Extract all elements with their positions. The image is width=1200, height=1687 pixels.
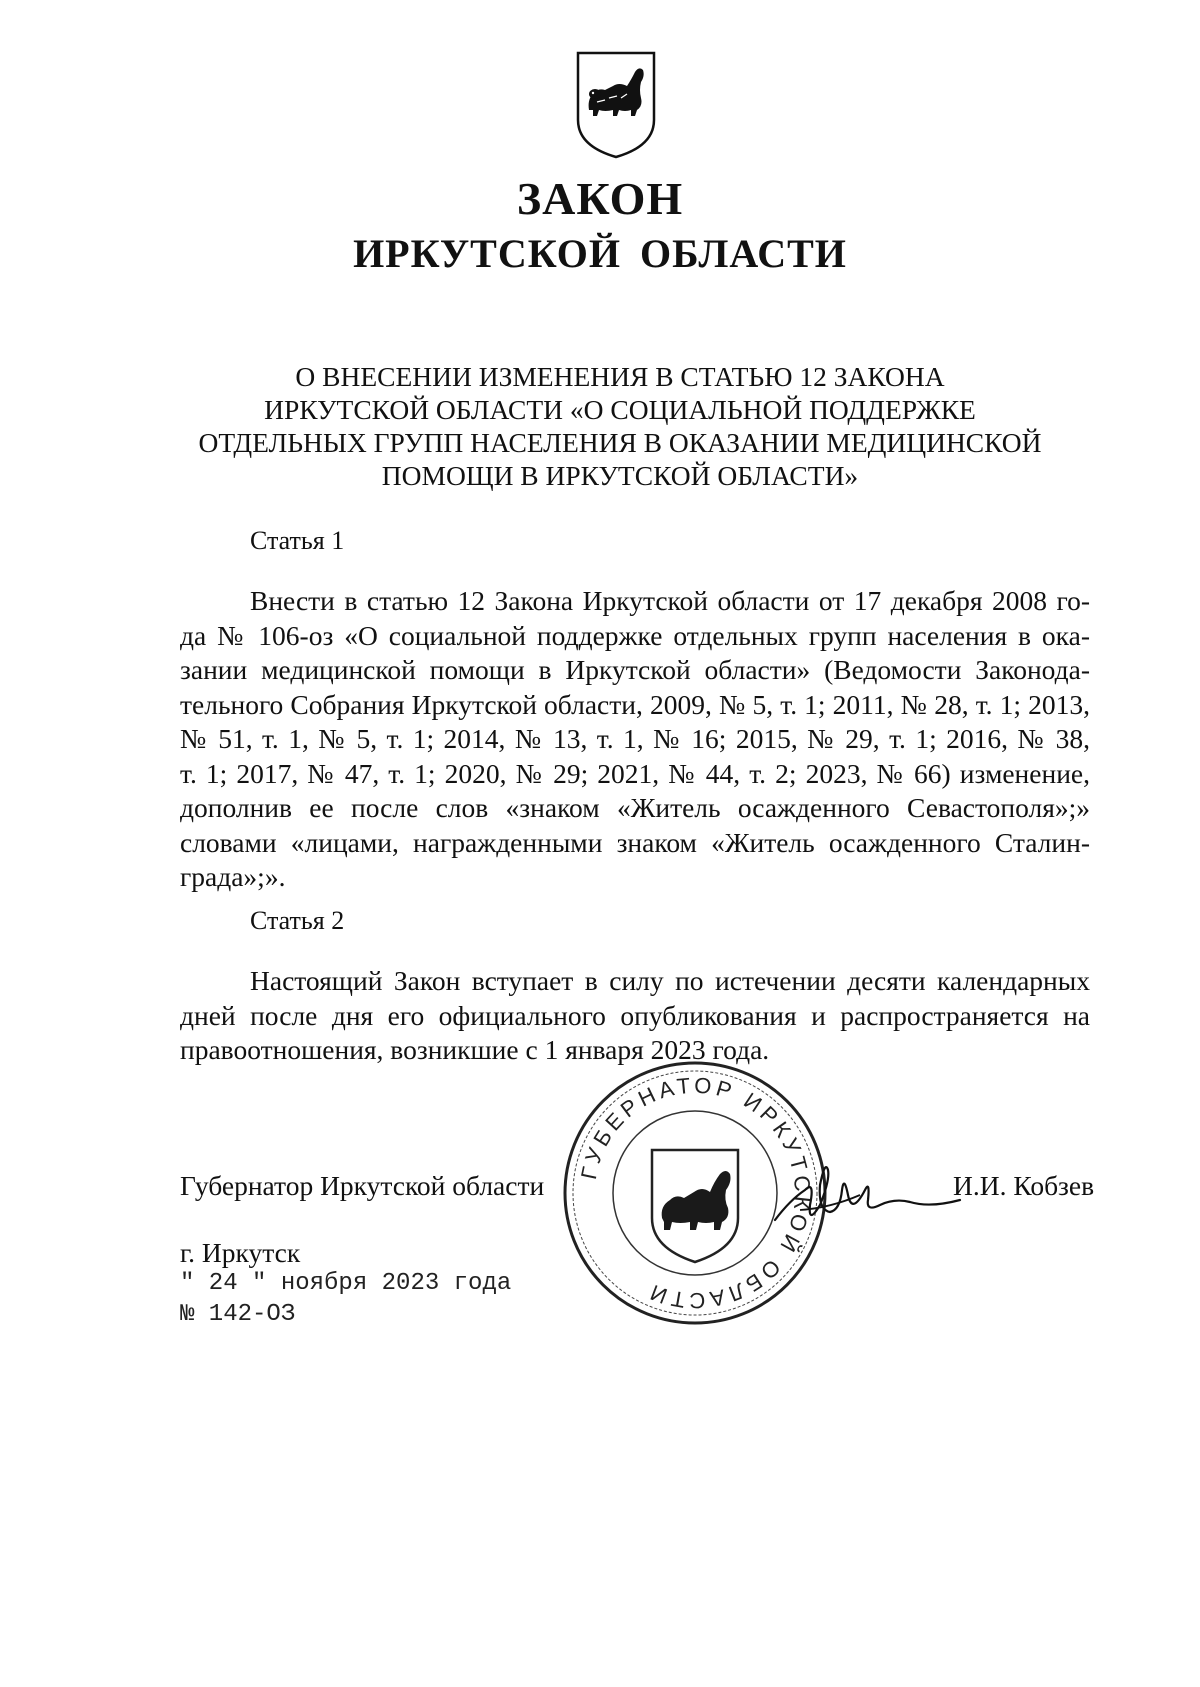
law-subject: [170, 360, 1070, 492]
text-line: дополнив ее после слов «знаком «Житель осажденного Севастополя»;»: [180, 792, 1090, 823]
text-line: тельного Собрания Иркутской области, 2009, № 5, т. 1; 2011, № 28, т. 1; 2013,: [180, 688, 1090, 720]
signatory-position: Губернатор Иркутской области: [180, 1170, 545, 1201]
irkutsk-coat-of-arms-icon: [575, 50, 657, 160]
article-1-heading: Статья 1: [250, 526, 345, 555]
text-line: дней после дня его официального опубликования и распространяется на: [180, 999, 1090, 1031]
law-number: № 142-ОЗ: [180, 1301, 296, 1328]
text-line: словами «лицами, награжденными знаком «Житель осажденного Сталин-: [180, 826, 1090, 858]
text-line: зании медицинской помощи в Иркутской области» (Ведомости Законода-: [180, 654, 1090, 685]
subject-line: О ВНЕСЕНИИ ИЗМЕНЕНИЯ В СТАТЬЮ 12 ЗАКОНА: [295, 361, 945, 392]
text-line: Настоящий Закон вступает в силу по истечении десяти календарных: [250, 965, 1090, 996]
subject-line: ОТДЕЛЬНЫХ ГРУПП НАСЕЛЕНИЯ В ОКАЗАНИИ МЕДИЦИНСКОЙ: [198, 427, 1042, 458]
article-2-heading: Статья 2: [250, 906, 345, 935]
seal-text: ГУБЕРНАТОР ИРКУТСКОЙ ОБЛАСТИ: [575, 1072, 816, 1314]
city-label: г. Иркутск: [180, 1237, 301, 1268]
text-line: да № 106-оз «О социальной поддержке отдельных групп населения в ока-: [180, 619, 1090, 651]
law-date: " 24 " ноября 2023 года: [180, 1270, 512, 1297]
document-subtitle: ИРКУТСКОЙ ОБЛАСТИ: [353, 231, 847, 276]
text-line: града»;».: [180, 861, 286, 892]
handwritten-signature: [770, 1150, 970, 1250]
signatory-name: И.И. Кобзев: [953, 1170, 1095, 1201]
article-2-text: [180, 964, 1090, 1068]
document-title: ЗАКОН: [516, 173, 684, 224]
text-line: № 51, т. 1, № 5, т. 1; 2014, № 13, т. 1, № 16; 2015, № 29, т. 1; 2016, № 38,: [180, 723, 1090, 754]
subject-line: ИРКУТСКОЙ ОБЛАСТИ «О СОЦИАЛЬНОЙ ПОДДЕРЖКЕ: [264, 394, 976, 425]
text-line: Внести в статью 12 Закона Иркутской области от 17 декабря 2008 го-: [250, 585, 1090, 616]
text-line: т. 1; 2017, № 47, т. 1; 2020, № 29; 2021, № 44, т. 2; 2023, № 66) изменение,: [180, 757, 1090, 789]
subject-line: ПОМОЩИ В ИРКУТСКОЙ ОБЛАСТИ»: [381, 460, 859, 491]
text-line: правоотношения, возникшие с 1 января 2023 года.: [180, 1034, 770, 1065]
article-1-text: [180, 584, 1090, 895]
